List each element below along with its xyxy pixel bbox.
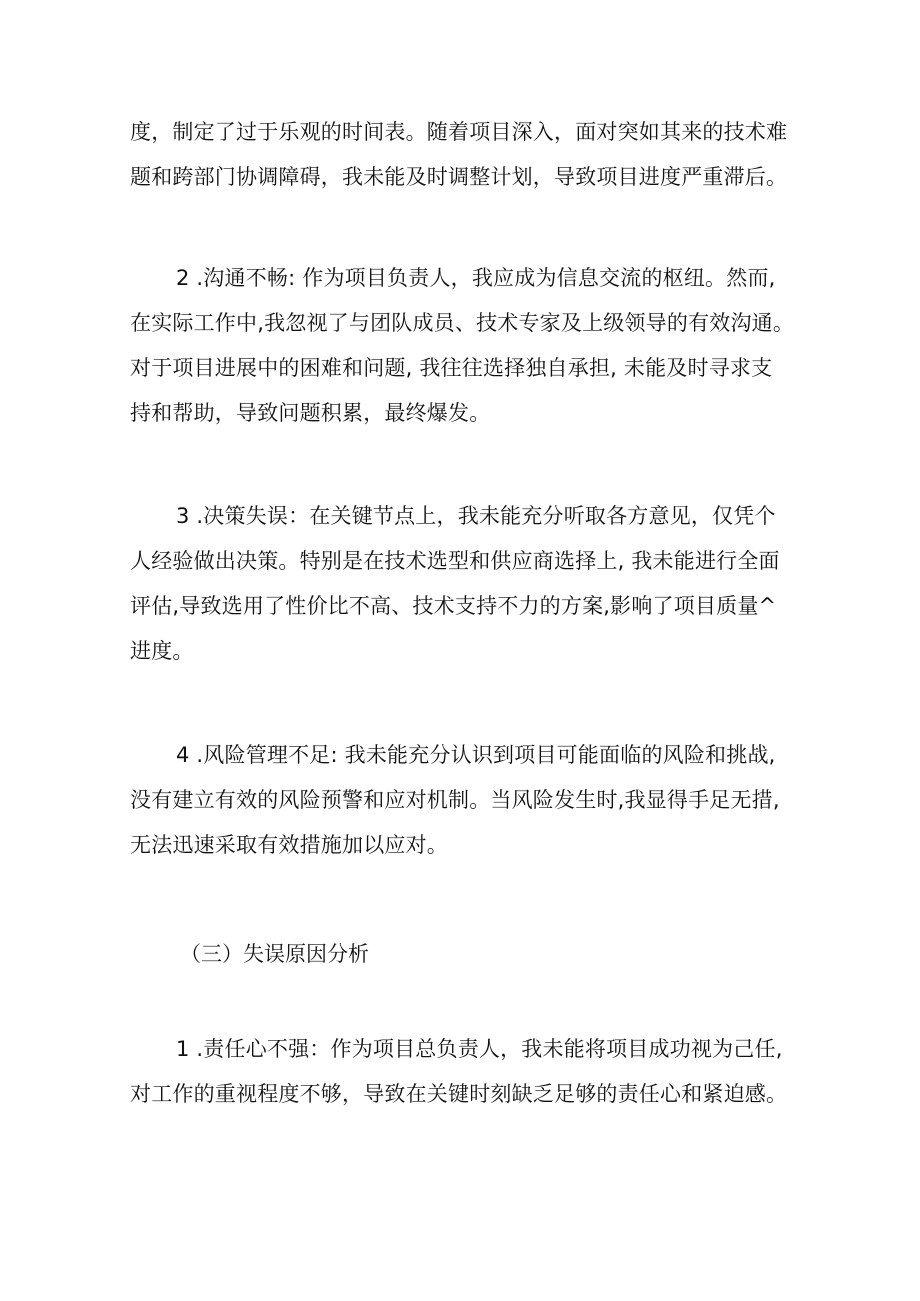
text-line: 对于项目进展中的困难和问题, 我往往选择独自承担, 未能及时寻求支 bbox=[130, 356, 773, 380]
text-line: 对工作的重视程度不够，导致在关键时刻缺乏足够的责任心和紧迫感。 bbox=[130, 1082, 788, 1106]
text-line: 4 .风险管理不足: 我未能充分认识到项目可能面临的风险和挑战, bbox=[176, 743, 776, 767]
text-line: 人经验做出决策。特别是在技术选型和供应商选择上, 我未能进行全面 bbox=[130, 549, 780, 573]
text-line: 1 .责任心不强：作为项目总负责人，我未能将项目成功视为己任, bbox=[176, 1037, 783, 1061]
text-line: 在实际工作中,我忽视了与团队成员、技术专家及上级领导的有效沟通。 bbox=[130, 311, 795, 335]
section-heading: （三）失误原因分析 bbox=[180, 942, 369, 966]
text-line: 评估,导致选用了性价比不高、技术支持不力的方案,影响了项目质量^ bbox=[130, 594, 777, 618]
paragraph-decision-error bbox=[130, 494, 810, 674]
paragraph-risk-management bbox=[130, 733, 810, 868]
text-line: 2 .沟通不畅: 作为项目负责人，我应成为信息交流的枢纽。然而, bbox=[176, 266, 776, 290]
text-line: 3 .决策失误：在关键节点上，我未能充分听取各方意见，仅凭个 bbox=[176, 504, 776, 528]
text-line: 没有建立有效的风险预警和应对机制。当风险发生时,我显得手足无措, bbox=[130, 788, 780, 812]
text-line: 持和帮助，导致问题积累，最终爆发。 bbox=[130, 401, 491, 425]
text-line: 无法迅速采取有效措施加以应对。 bbox=[130, 833, 448, 857]
text-line: 度，制定了过于乐观的时间表。随着项目深入，面对突如其来的技术难 bbox=[130, 120, 788, 144]
text-line: 进度。 bbox=[130, 639, 194, 663]
paragraph-planning-continued bbox=[130, 110, 810, 200]
paragraph-responsibility bbox=[130, 1027, 810, 1117]
paragraph-communication bbox=[130, 256, 810, 436]
text-line: 题和跨部门协调障碍，我未能及时调整计划，导致项目进度严重滞后。 bbox=[130, 165, 788, 189]
